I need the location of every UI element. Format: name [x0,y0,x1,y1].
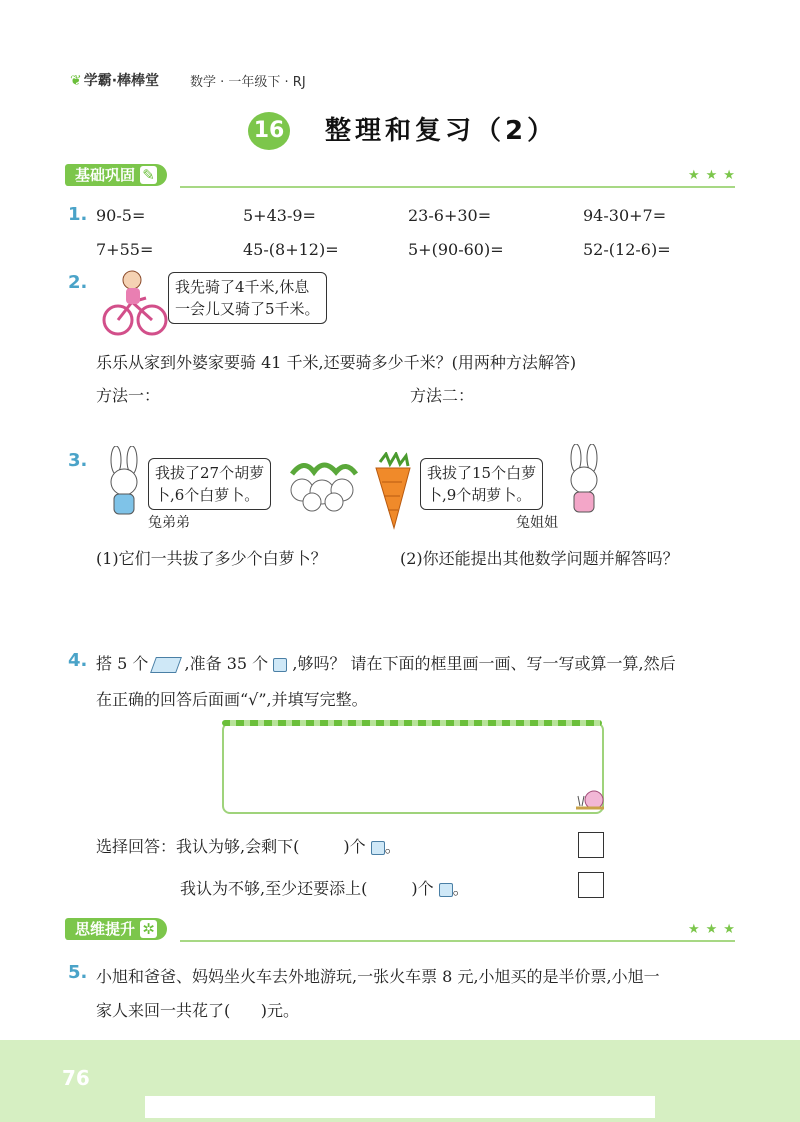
question-number: 1. [68,204,88,225]
pencil-icon: ✎ [142,166,155,184]
question-number: 4. [68,650,88,671]
section-divider [180,940,735,942]
check-box-enough[interactable] [578,832,604,858]
equation: 5+43-9= [243,206,316,225]
question-number: 5. [68,962,88,983]
lesson-number-badge: 16 [248,112,290,150]
equation: 94-30+7= [583,206,667,225]
text-segment: 。 [452,879,469,898]
question-number: 3. [68,450,88,471]
rabbit-brother-illustration [100,446,148,522]
question-line: 在正确的回答后面画“√”,并填写完整。 [96,690,368,709]
equation: 45-(8+12)= [243,240,339,259]
text-segment: 搭 5 个 [96,654,149,673]
subject-label: 数学 · 一年级下 · RJ [190,75,306,90]
section-advanced-label [65,918,167,940]
check-box-not-enough[interactable] [578,872,604,898]
section-divider [180,186,735,188]
bubble-line: 我先骑了4千米,休息 [175,278,310,296]
page-title: 整理和复习（2） [325,116,558,146]
drawing-answer-box[interactable] [222,722,604,814]
cube-strip-icon [151,657,183,673]
answer-option-not-enough [180,876,469,899]
equation: 7+55= [96,240,154,259]
text-segment: 选择回答：我认为够,会剩下( [96,837,300,856]
radish-pile-illustration [284,456,362,512]
text-segment: ,准备 35 个 [184,654,269,673]
method-two-label: 方法二： [410,386,475,405]
equation: 90-5= [96,206,146,225]
text-segment: )个 [411,879,434,898]
text-segment: 我认为不够,至少还要添上( [180,879,368,898]
text-segment: 。 [384,837,401,856]
text-segment: )个 [343,837,366,856]
speech-bubble [148,458,271,510]
bubble-line: 一会儿又骑了5千米。 [175,300,320,318]
bubble-line: 我拔了27个胡萝 [155,464,265,482]
page-number: 76 [62,1066,90,1090]
girl-on-bike-illustration [102,268,168,338]
bubble-line: 我拔了15个白萝 [427,464,537,482]
rabbit-sister-illustration [560,444,608,522]
brand-name: 学霸·棒棒堂 [83,73,160,89]
section-advanced-text: 思维提升 [75,920,136,938]
equation: 23-6+30= [408,206,492,225]
rabbit-sister-name: 兔姐姐 [516,515,558,531]
cube-icon [273,658,287,672]
question-number: 2. [68,272,88,293]
cube-icon [371,841,385,855]
question-line: 家人来回一共花了( )元。 [96,1001,300,1020]
sub-question: (2)你还能提出其他数学问题并解答吗？ [400,549,679,568]
section-basic-text: 基础巩固 [75,166,136,184]
text-segment: ,够吗？ 请在下面的框里画一画、写一写或算一算,然后 [292,654,676,673]
brand-logo [70,70,159,90]
answer-option-enough [96,834,401,857]
difficulty-stars: ★★★ [688,922,741,937]
cube-icon [439,883,453,897]
rabbit-brother-name: 兔弟弟 [148,515,190,531]
vine-decoration [222,720,602,726]
bubble-line: 卜,9个胡萝卜。 [427,486,532,504]
question-line: 小旭和爸爸、妈妈坐火车去外地游玩,一张火车票 8 元,小旭买的是半价票,小旭一 [96,967,660,986]
section-basic-label [65,164,167,186]
sub-question: (1)它们一共拔了多少个白萝卜？ [96,549,327,568]
equation: 5+(90-60)= [408,240,504,259]
speech-bubble [168,272,327,324]
snail-icon [572,788,608,812]
method-one-label: 方法一： [96,386,161,405]
question-text: 乐乐从家到外婆家要骑 41 千米,还要骑多少千米？(用两种方法解答) [96,353,577,372]
question-line [96,651,676,674]
difficulty-stars: ★★★ [688,168,741,183]
footer-blank-bar [145,1096,655,1118]
equation: 52-(12-6)= [583,240,671,259]
carrot-pile-illustration [370,452,416,530]
speech-bubble [420,458,543,510]
bubble-line: 卜,6个白萝卜。 [155,486,260,504]
leaf-icon: ❦ [70,73,82,89]
sparkle-icon: ✲ [142,920,155,938]
